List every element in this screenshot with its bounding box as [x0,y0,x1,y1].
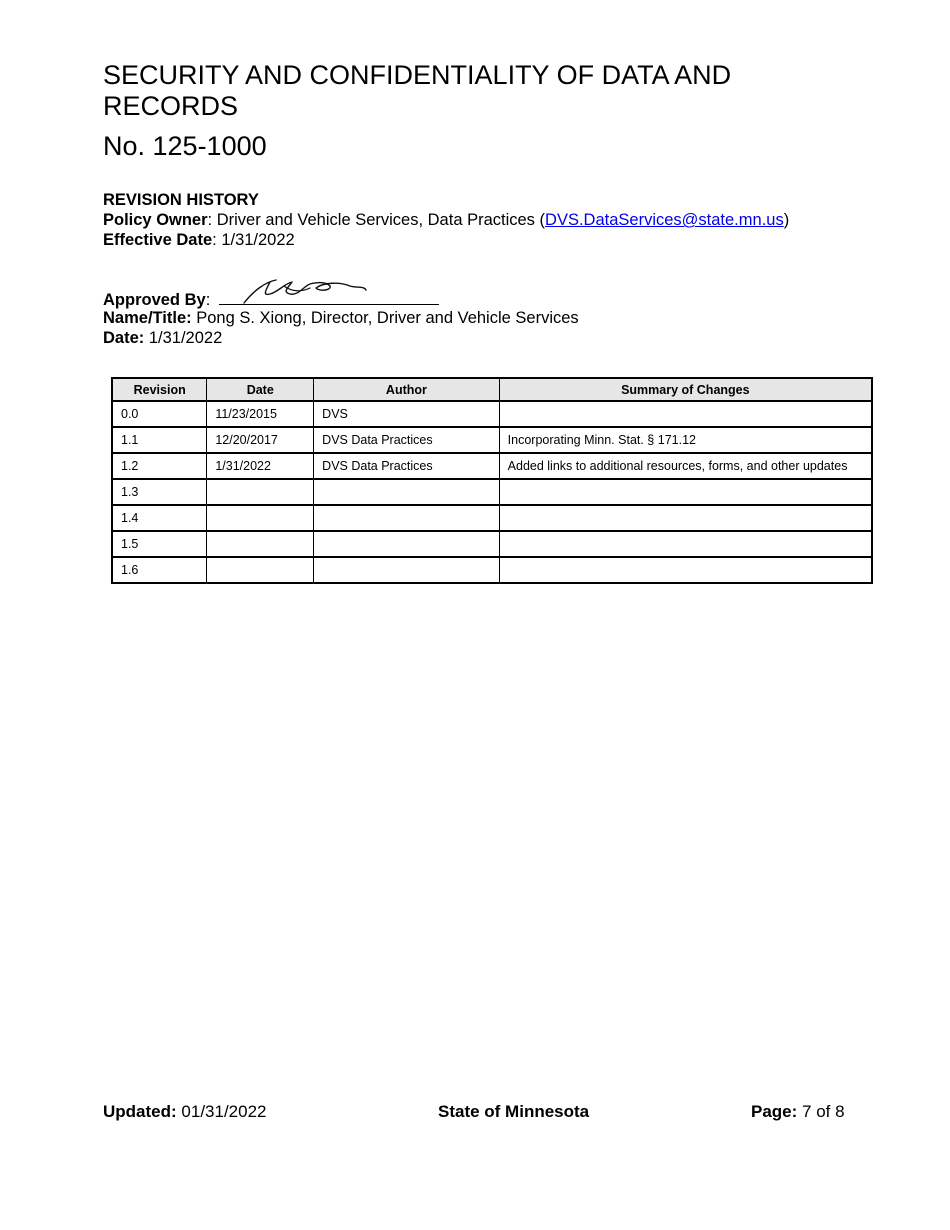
approval-date-value: 1/31/2022 [148,329,223,347]
date-cell: 1/31/2022 [207,453,314,479]
effective-date-label: Effective Date [103,231,213,249]
effective-date-line: Effective Date: 1/31/2022 [103,231,295,249]
footer-page [751,1102,845,1122]
revision-cell: 1.4 [112,505,207,531]
revision-cell: 1.1 [112,427,207,453]
header-date: Date [207,378,314,401]
footer-updated-label: Updated: [103,1102,177,1121]
approval-date-line [103,328,222,348]
table-row [112,401,872,427]
revision-cell: 0.0 [112,401,207,427]
name-title-label: Name/Title: [103,309,192,327]
policy-owner-line: Policy Owner: Driver and Vehicle Services, Data Practices (DVS.DataServices@state.mn.us) [103,211,790,229]
table-row [112,557,872,583]
author-cell [314,505,499,531]
name-title-value: Pong S. Xiong, Director, Driver and Vehicle Services [196,309,579,327]
author-cell [314,557,499,583]
revision-cell: 1.5 [112,531,207,557]
author-cell: DVS Data Practices [314,453,499,479]
approved-by-label: Approved By [103,291,206,309]
summary-cell [499,401,872,427]
table-row [112,531,872,557]
date-cell [207,557,314,583]
policy-number: No. 125-1000 [103,131,267,161]
revision-cell: 1.6 [112,557,207,583]
revision-cell: 1.2 [112,453,207,479]
revision-table-header-row [112,378,872,401]
summary-cell [499,557,872,583]
footer-updated-value: 01/31/2022 [181,1102,267,1121]
header-revision: Revision [112,378,207,401]
document-title: SECURITY AND CONFIDENTIALITY OF DATA AND RECORDS [103,60,732,121]
summary-cell [499,505,872,531]
revision-cell: 1.3 [112,479,207,505]
table-row [112,479,872,505]
summary-cell: Incorporating Minn. Stat. § 171.12 [499,427,872,453]
revision-history-heading: REVISION HISTORY [103,191,259,209]
policy-owner-label: Policy Owner [103,211,208,229]
signature-image [240,276,370,306]
effective-date-value: 1/31/2022 [221,231,295,249]
date-cell: 12/20/2017 [207,427,314,453]
summary-cell [499,479,872,505]
footer-page-label: Page: [751,1102,798,1121]
author-cell [314,531,499,557]
author-cell: DVS [314,401,499,427]
author-cell: DVS Data Practices [314,427,499,453]
table-row [112,453,872,479]
footer-updated [103,1102,267,1122]
approval-date-label: Date: [103,329,145,347]
revision-table [111,377,873,584]
summary-cell: Added links to additional resources, forms, and other updates [499,453,872,479]
policy-owner-email-link[interactable]: DVS.DataServices@state.mn.us [545,211,784,229]
policy-owner-value: Driver and Vehicle Services, Data Practices [216,211,535,229]
footer-page-value: 7 of 8 [802,1102,845,1121]
name-title-line [103,308,579,328]
table-row [112,505,872,531]
table-row [112,427,872,453]
summary-cell [499,531,872,557]
header-summary: Summary of Changes [499,378,872,401]
date-cell: 11/23/2015 [207,401,314,427]
date-cell [207,531,314,557]
author-cell [314,479,499,505]
approved-by-line: Approved By: [103,289,439,310]
date-cell [207,479,314,505]
header-author: Author [314,378,499,401]
footer-state: State of Minnesota [438,1102,590,1121]
date-cell [207,505,314,531]
